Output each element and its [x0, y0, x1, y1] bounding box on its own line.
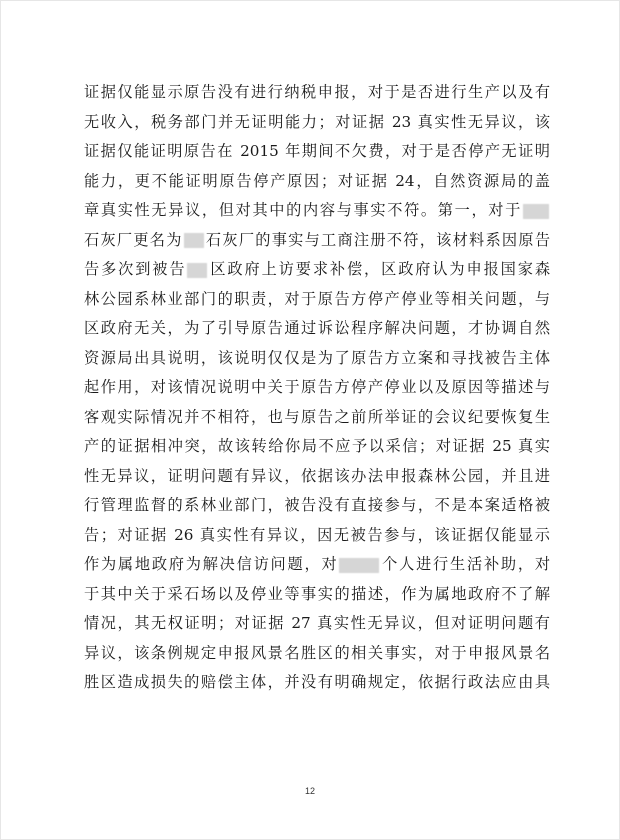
text-line	[84, 550, 550, 580]
page-number: 12	[304, 786, 315, 796]
text-segment: 告多次到被告	[84, 260, 187, 278]
text-line	[84, 255, 550, 285]
text-line: 证据仅能显示原告没有进行纳税申报，对于是否进行生产以及有	[84, 83, 550, 101]
text-line: 于其中关于采石场以及停业等事实的描述，作为属地政府不了解	[84, 584, 550, 603]
text-line: 性无异议，证明问题有异议，依据该办法申报森林公园，并且进	[84, 466, 550, 485]
text-segment: 作为属地政府为解决信访问题，对	[84, 555, 339, 573]
text-line: 行管理监督的系林业部门，被告没有直接参与，不是本案适格被	[84, 496, 550, 514]
text-line: 产的证据相冲突，故该转给你局不应予以采信；对证据 25 真实	[84, 437, 550, 455]
text-line: 客观实际情况并不相符，也与原告之前所举证的会议纪要恢复生	[84, 407, 550, 426]
document-body	[84, 78, 550, 698]
text-line: 胜区造成损失的赔偿主体，并没有明确规定，依据行政法应由具	[84, 673, 550, 691]
redaction-mark	[184, 233, 204, 248]
text-line: 情况，其无权证明；对证据 27 真实性无异议，但对证明问题有	[84, 614, 550, 632]
text-line: 告；对证据 26 真实性有异议，因无被告参与，该证据仅能显示	[84, 525, 550, 544]
text-line: 无收入，税务部门并无证明能力；对证据 23 真实性无异议，该	[84, 112, 550, 131]
text-line: 能力，更不能证明原告停产原因；对证据 24，自然资源局的盖	[84, 171, 550, 190]
redaction-mark	[339, 558, 379, 573]
redaction-mark	[187, 263, 207, 278]
text-segment: 石灰厂更名为	[84, 230, 183, 249]
text-line: 证据仅能证明原告在 2015 年期间不欠费，对于是否停产无证明	[84, 142, 550, 160]
text-line	[84, 226, 550, 256]
text-line: 资源局出具说明，该说明仅仅是为了原告方立案和寻找被告主体	[84, 348, 550, 367]
text-line: 异议，该条例规定申报风景名胜区的相关事实，对于申报风景名	[84, 643, 550, 662]
text-line	[84, 196, 550, 226]
redaction-mark	[523, 204, 549, 219]
text-line: 区政府无关，为了引导原告通过诉讼程序解决问题，才协调自然	[84, 319, 550, 337]
text-segment: 石灰厂的事实与工商注册不符，该材料系因原告	[204, 230, 550, 249]
text-line: 起作用，对该情况说明中关于原告方停产停业以及原因等描述与	[84, 378, 550, 396]
text-segment: 个人进行生活补助，对	[380, 555, 550, 573]
text-line: 林公园系林业部门的职责，对于原告方停产停业等相关问题，与	[84, 289, 550, 308]
text-segment: 区政府上访要求补偿，区政府认为申报国家森	[208, 260, 550, 278]
text-segment: 章真实性无异议，但对其中的内容与事实不符。第一，对于	[84, 201, 522, 219]
